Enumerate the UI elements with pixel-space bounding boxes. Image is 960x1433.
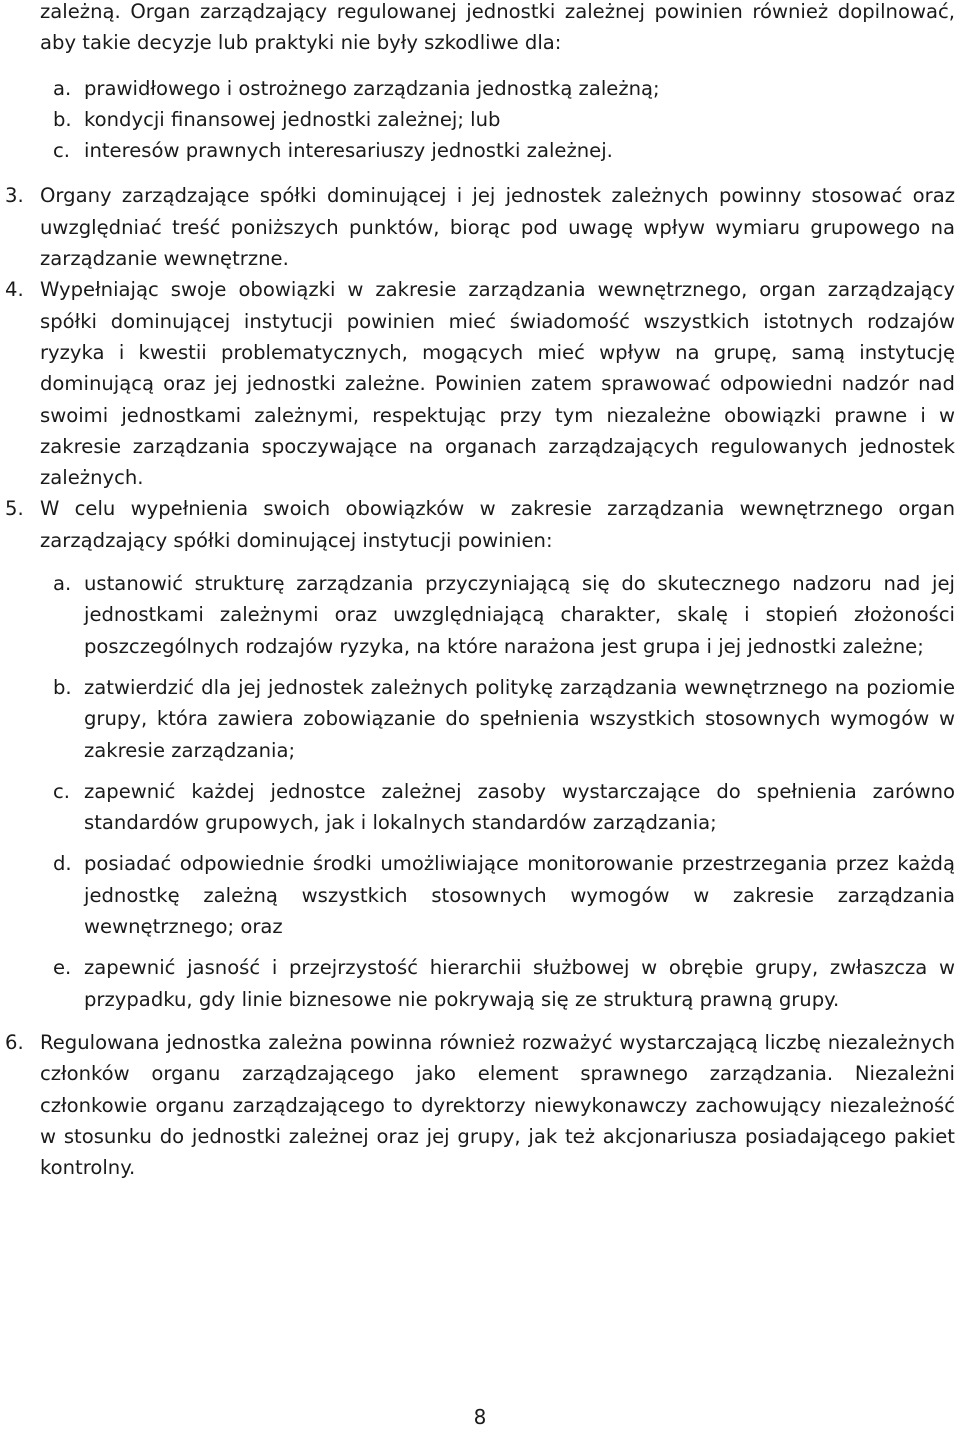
numbered-point-3 bbox=[5, 180, 955, 274]
point-text: Wypełniając swoje obowiązki w zakresie zarządzania wewnętrznego, organ zarządzający spółki dominującej instytucji powinien mieć świadomość wszystkich istotnych rodzajów ryzyka i kwestii problematycznych, mogących mieć wpływ na grupę, samą instytucję dominującą oraz jej jednostki zależne. Powinien zatem sprawować odpowiedni nadzór nad swoimi jednostkami zależnymi, respektując przy tym niezależne obowiązki prawne i w zakresie zarządzania spoczywające na organach zarządzających regulowanych jednostek zależnych. bbox=[40, 278, 955, 490]
list-item-label: e. bbox=[53, 956, 72, 980]
list-item bbox=[53, 104, 955, 135]
list-item-text: zapewnić jasność i przejrzystość hierarchii służbowej w obrębie grupy, zwłaszcza w przypadku, gdy linie biznesowe nie pokrywają się ze strukturą prawną grupy. bbox=[84, 956, 955, 1011]
list-item bbox=[53, 776, 955, 839]
intro-paragraph: zależną. Organ zarządzający regulowanej jednostki zależnej powinien również dopilnować, aby takie decyzje lub praktyki nie były szkodliwe dla: bbox=[40, 0, 955, 55]
list-item-label: b. bbox=[53, 107, 72, 131]
list-item bbox=[53, 848, 955, 942]
list-item-label: a. bbox=[53, 76, 72, 100]
point-number: 4. bbox=[5, 278, 24, 302]
point-number: 6. bbox=[5, 1030, 24, 1054]
list-item-text: zapewnić każdej jednostce zależnej zasoby wystarczające do spełnienia zarówno standardów grupowych, jak i lokalnych standardów zarządzania; bbox=[84, 779, 955, 835]
list-item-text: posiadać odpowiednie środki umożliwiające monitorowanie przestrzegania przez każdą jednostkę zależną wszystkich stosownych wymogów w zakresie zarządzania wewnętrznego; oraz bbox=[84, 852, 955, 939]
numbered-point-5 bbox=[5, 493, 955, 556]
list-item-label: c. bbox=[53, 779, 71, 803]
list-item-text: ustanowić strukturę zarządzania przyczyniającą się do skutecznego nadzoru nad jej jednostkami zależnymi oraz uwzględniającą charakter, skalę i stopień złożoności poszczególnych rodzajów ryzyka, na które narażona jest grupa i jej jednostki zależne; bbox=[84, 572, 955, 658]
list-item-text: interesów prawnych interesariuszy jednostki zależnej. bbox=[84, 139, 613, 163]
list-item-text: zatwierdzić dla jej jednostek zależnych politykę zarządzania wewnętrznego na poziomie grupy, która zawiera zobowiązanie do spełnienia wszystkich stosownych wymogów w zakresie zarządzania; bbox=[84, 675, 955, 762]
page-number: 8 bbox=[473, 1405, 487, 1429]
list-item bbox=[53, 135, 955, 166]
numbered-point-4 bbox=[5, 274, 955, 493]
point-text: W celu wypełnienia swoich obowiązków w zakresie zarządzania wewnętrznego organ zarządzający spółki dominującej instytucji powinien: bbox=[40, 497, 955, 552]
list-item-label: c. bbox=[53, 139, 71, 163]
point-text: Organy zarządzające spółki dominującej i jej jednostek zależnych powinny stosować oraz uwzględniać treść poniższych punktów, biorąc pod uwagę wpływ wymiaru grupowego na zarządzanie wewnętrzne. bbox=[40, 184, 955, 271]
list-item bbox=[53, 952, 955, 1015]
point-number: 3. bbox=[5, 184, 24, 208]
list-item bbox=[53, 73, 955, 104]
list-item-text: kondycji finansowej jednostki zależnej; lub bbox=[84, 107, 501, 131]
list-item-label: d. bbox=[53, 852, 72, 876]
list-item-label: a. bbox=[53, 572, 72, 596]
list-item bbox=[53, 568, 955, 662]
list-item-text: prawidłowego i ostrożnego zarządzania jednostką zależną; bbox=[84, 76, 660, 100]
point-number: 5. bbox=[5, 497, 24, 521]
list-item-label: b. bbox=[53, 675, 72, 699]
point-text: Regulowana jednostka zależna powinna również rozważyć wystarczającą liczbę niezależnych członków organu zarządzającego jako element sprawnego zarządzania. Niezależni członkowie organu zarządzającego to dyrektorzy niewykonawczy zachowujący niezależność w stosunku do jednostki zależnej oraz jej grupy, jak też akcjonariusza posiadającego pakiet kontrolny. bbox=[40, 1030, 955, 1180]
list-item bbox=[53, 672, 955, 766]
numbered-point-6 bbox=[5, 1027, 955, 1183]
